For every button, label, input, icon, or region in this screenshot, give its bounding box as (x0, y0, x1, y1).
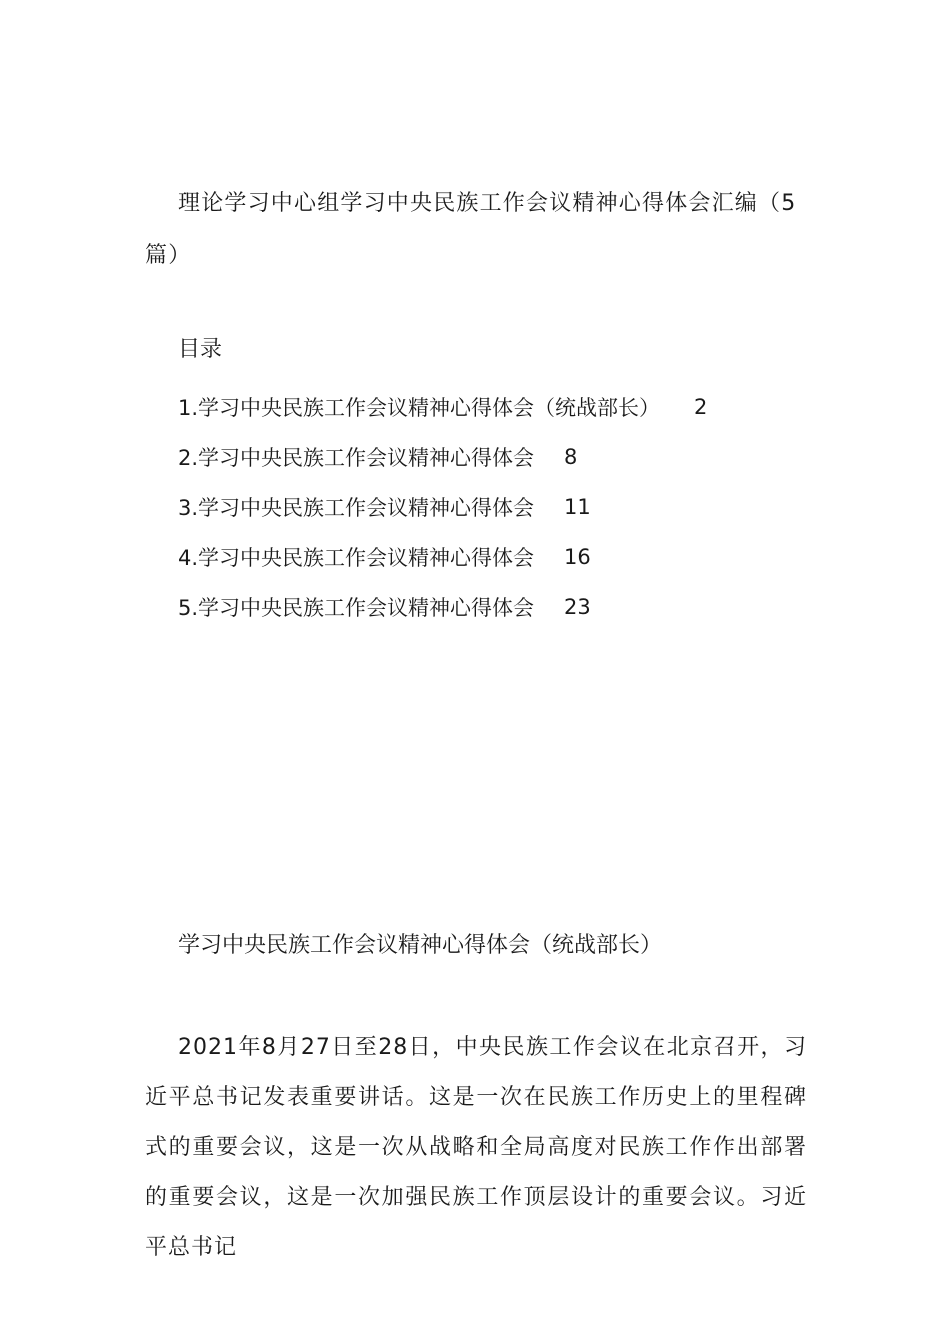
document-title: 理论学习中心组学习中央民族工作会议精神心得体会汇编（5篇） (145, 191, 797, 268)
toc-entry-2[interactable] (178, 432, 707, 482)
table-of-contents (178, 382, 707, 632)
toc-entry-page: 2 (694, 395, 708, 419)
toc-entry-1[interactable] (178, 382, 707, 432)
toc-entry-page: 16 (564, 545, 591, 569)
toc-entry-label: 3.学习中央民族工作会议精神心得体会 (178, 496, 535, 520)
toc-entry-4[interactable] (178, 532, 707, 582)
toc-heading: 目录 (178, 337, 223, 362)
toc-entry-page: 11 (564, 495, 591, 519)
section-title: 学习中央民族工作会议精神心得体会（统战部长） (178, 933, 663, 958)
toc-entry-label: 5.学习中央民族工作会议精神心得体会 (178, 596, 535, 620)
toc-entry-label: 4.学习中央民族工作会议精神心得体会 (178, 546, 535, 570)
toc-entry-5[interactable] (178, 582, 707, 632)
body-paragraph: 2021年8月27日至28日，中央民族工作会议在北京召开，习近平总书记发表重要讲话。这是一次在民族工作历史上的里程碑式的重要会议，这是一次从战略和全局高度对民族工作作出部署的重要会议，这是一次加强民族工作顶层设计的重要会议。习近平总书记 (145, 1035, 807, 1260)
toc-entry-3[interactable] (178, 482, 707, 532)
toc-entry-label: 1.学习中央民族工作会议精神心得体会（统战部长） (178, 396, 661, 420)
toc-entry-page: 8 (564, 445, 578, 469)
toc-entry-page: 23 (564, 595, 591, 619)
toc-entry-label: 2.学习中央民族工作会议精神心得体会 (178, 446, 535, 470)
